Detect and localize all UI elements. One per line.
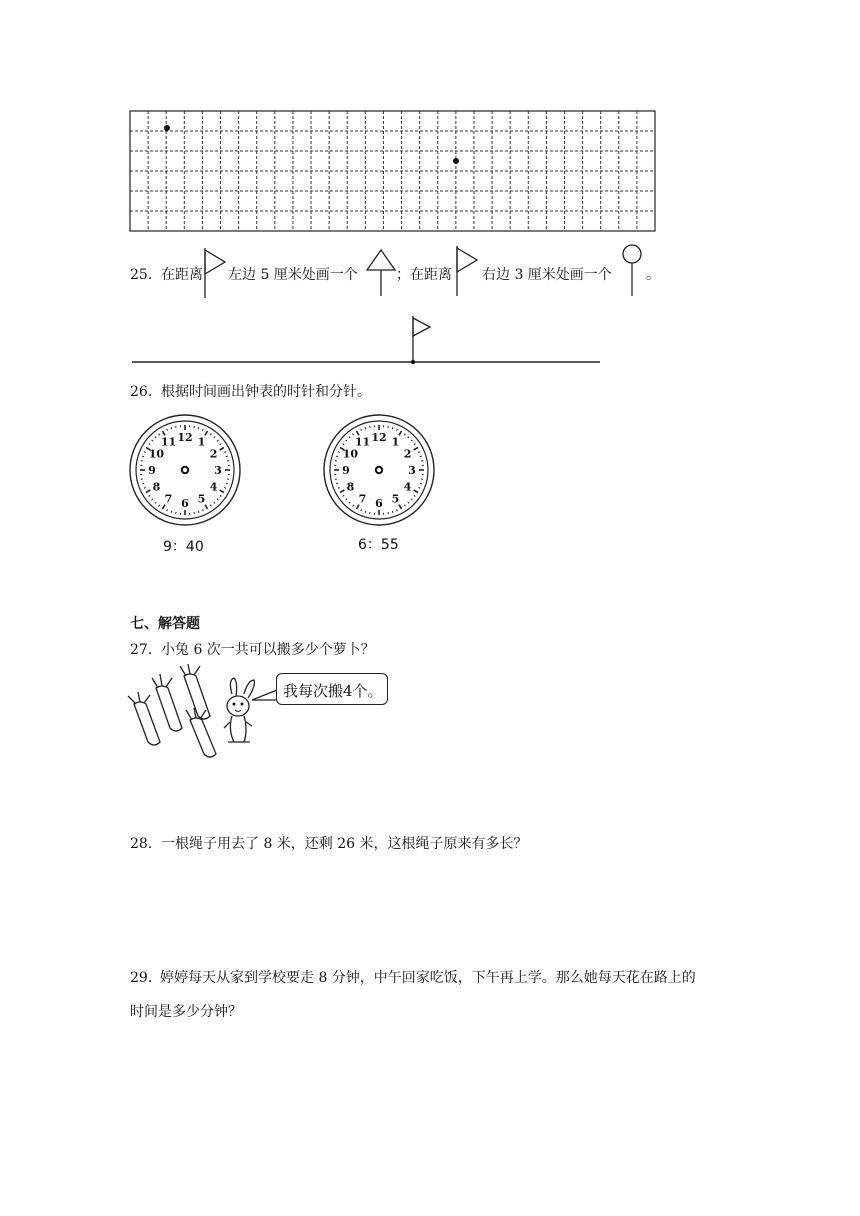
clock-tick xyxy=(414,495,416,496)
clock-tick xyxy=(159,505,160,507)
clock-tick xyxy=(146,490,150,493)
clock-tick xyxy=(198,427,199,429)
q25-text-3: ；在距离 xyxy=(396,267,452,283)
clock-tick xyxy=(202,429,203,431)
section-title: 七、解答题 xyxy=(130,616,200,632)
clock-tick xyxy=(396,429,397,431)
clock-number: 10 xyxy=(148,447,165,461)
clock-tick xyxy=(353,505,354,507)
clock-tick xyxy=(404,505,405,507)
clock-center xyxy=(376,467,382,473)
clock-tick xyxy=(418,452,420,453)
q25-text-1: 在距离 xyxy=(161,267,203,283)
clock-tick xyxy=(171,427,172,429)
q25-number: 25． xyxy=(130,267,162,283)
clock-tick xyxy=(399,431,402,435)
clock-face-2 xyxy=(320,412,440,532)
clock-tick xyxy=(346,440,347,441)
clock-tick xyxy=(338,452,340,453)
clock-number: 8 xyxy=(346,480,355,494)
grid-dot xyxy=(164,125,170,131)
clock-number: 6 xyxy=(181,497,189,510)
clock-tick xyxy=(361,429,362,431)
clock-tick xyxy=(404,434,405,436)
clock-tick xyxy=(202,509,203,511)
clock-time-1: 9：40 xyxy=(163,539,204,555)
clock-tick xyxy=(205,505,208,509)
clock-number: 6 xyxy=(375,497,383,510)
clock-tick xyxy=(414,444,416,445)
q27-number: 27． xyxy=(130,642,162,658)
clock-tick xyxy=(210,434,211,436)
clock-tick xyxy=(155,437,156,438)
q28-number: 28． xyxy=(130,836,162,852)
q26-text: 根据时间画出钟表的时针和分针。 xyxy=(161,384,371,400)
clock-tick xyxy=(353,434,354,436)
clock-tick xyxy=(167,429,168,431)
clock-number: 3 xyxy=(408,464,416,477)
clock-number: 12 xyxy=(177,431,193,444)
clock-tick xyxy=(343,495,345,496)
clock-tick xyxy=(392,427,393,429)
clock-tick xyxy=(217,499,218,500)
q26-number: 26． xyxy=(130,384,162,400)
clock-face-1 xyxy=(126,412,246,532)
clock-tick xyxy=(392,511,393,513)
clock-tick xyxy=(411,499,412,500)
clock-number: 8 xyxy=(152,480,161,494)
clock-number: 11 xyxy=(160,435,177,449)
number-line xyxy=(0,312,860,372)
clock-number: 4 xyxy=(403,480,412,494)
grid-dot xyxy=(453,158,459,164)
clock-tick xyxy=(343,444,345,445)
clock-tick xyxy=(336,456,338,457)
clock-tick xyxy=(408,502,409,503)
clock-tick xyxy=(152,499,153,500)
clock-tick xyxy=(361,509,362,511)
clock-tick xyxy=(142,483,144,484)
clock-number: 1 xyxy=(197,435,206,449)
q29-line-1: 婷婷每天从家到学校要走 8 分钟，中午回家吃饭，下午再上学。那么她每天花在路上的 xyxy=(160,970,696,986)
clock-number: 10 xyxy=(342,447,359,461)
q27-text: 小兔 6 次一共可以搬多少个萝卜？ xyxy=(161,642,375,658)
clock-tick xyxy=(418,487,420,488)
clock-number: 7 xyxy=(164,492,173,506)
clock-tick xyxy=(346,499,347,500)
clock-tick xyxy=(224,487,226,488)
clock-tick xyxy=(336,483,338,484)
clock-number: 2 xyxy=(209,447,218,461)
clock-tick xyxy=(205,431,208,435)
clock-tick xyxy=(217,440,218,441)
q25-text-4: 右边 3 厘米处画一个 xyxy=(482,267,612,283)
q25-text-2: 左边 5 厘米处画一个 xyxy=(228,267,358,283)
clock-number: 1 xyxy=(391,435,400,449)
clock-tick xyxy=(365,427,366,429)
clock-tick xyxy=(414,448,418,451)
clock-tick xyxy=(349,502,350,503)
speech-bubble xyxy=(276,673,388,705)
clock-tick xyxy=(226,456,228,457)
clock-tick xyxy=(171,511,172,513)
clock-tick xyxy=(411,440,412,441)
clock-tick xyxy=(340,490,344,493)
clock-tick xyxy=(408,437,409,438)
flag-icon xyxy=(455,246,485,298)
clock-tick xyxy=(210,505,211,507)
clock-number: 4 xyxy=(209,480,218,494)
clock-tick xyxy=(220,495,222,496)
clock-tick xyxy=(349,437,350,438)
clock-center xyxy=(182,467,188,473)
clock-tick xyxy=(224,452,226,453)
clock-tick xyxy=(167,509,168,511)
clock-time-2: 6：55 xyxy=(358,537,399,553)
clock-tick xyxy=(420,456,422,457)
clock-tick xyxy=(226,483,228,484)
dot-grid xyxy=(0,0,860,240)
clock-number: 2 xyxy=(403,447,412,461)
triangle-icon xyxy=(365,246,399,298)
clock-tick xyxy=(214,502,215,503)
clock-tick xyxy=(144,487,146,488)
clock-tick xyxy=(365,511,366,513)
clock-tick xyxy=(396,509,397,511)
clock-tick xyxy=(149,495,151,496)
clock-tick xyxy=(198,511,199,513)
clock-tick xyxy=(220,444,222,445)
clock-tick xyxy=(414,490,418,493)
clock-tick xyxy=(214,437,215,438)
circle-flag-icon xyxy=(619,242,649,298)
clock-number: 9 xyxy=(342,464,350,477)
clock-tick xyxy=(220,448,224,451)
speech-bubble-text: 我每次搬4个。 xyxy=(283,682,383,700)
clock-tick xyxy=(149,444,151,445)
clock-number: 7 xyxy=(358,492,367,506)
clock-tick xyxy=(338,487,340,488)
clock-tick xyxy=(420,483,422,484)
clock-number: 9 xyxy=(148,464,156,477)
clock-tick xyxy=(142,456,144,457)
clock-tick xyxy=(159,434,160,436)
clock-tick xyxy=(152,440,153,441)
clock-tick xyxy=(144,452,146,453)
clock-number: 12 xyxy=(371,431,387,444)
q29-line-2: 时间是多少分钟？ xyxy=(130,1004,242,1020)
q28-text: 一根绳子用去了 8 米，还剩 26 米，这根绳子原来有多长？ xyxy=(161,836,528,852)
clock-number: 3 xyxy=(214,464,222,477)
clock-tick xyxy=(220,490,224,493)
clock-number: 5 xyxy=(391,492,400,506)
q29-number: 29． xyxy=(130,970,162,986)
q25-end: 。 xyxy=(646,267,660,283)
clock-number: 5 xyxy=(197,492,206,506)
clock-tick xyxy=(155,502,156,503)
clock-tick xyxy=(399,505,402,509)
clock-number: 11 xyxy=(354,435,371,449)
